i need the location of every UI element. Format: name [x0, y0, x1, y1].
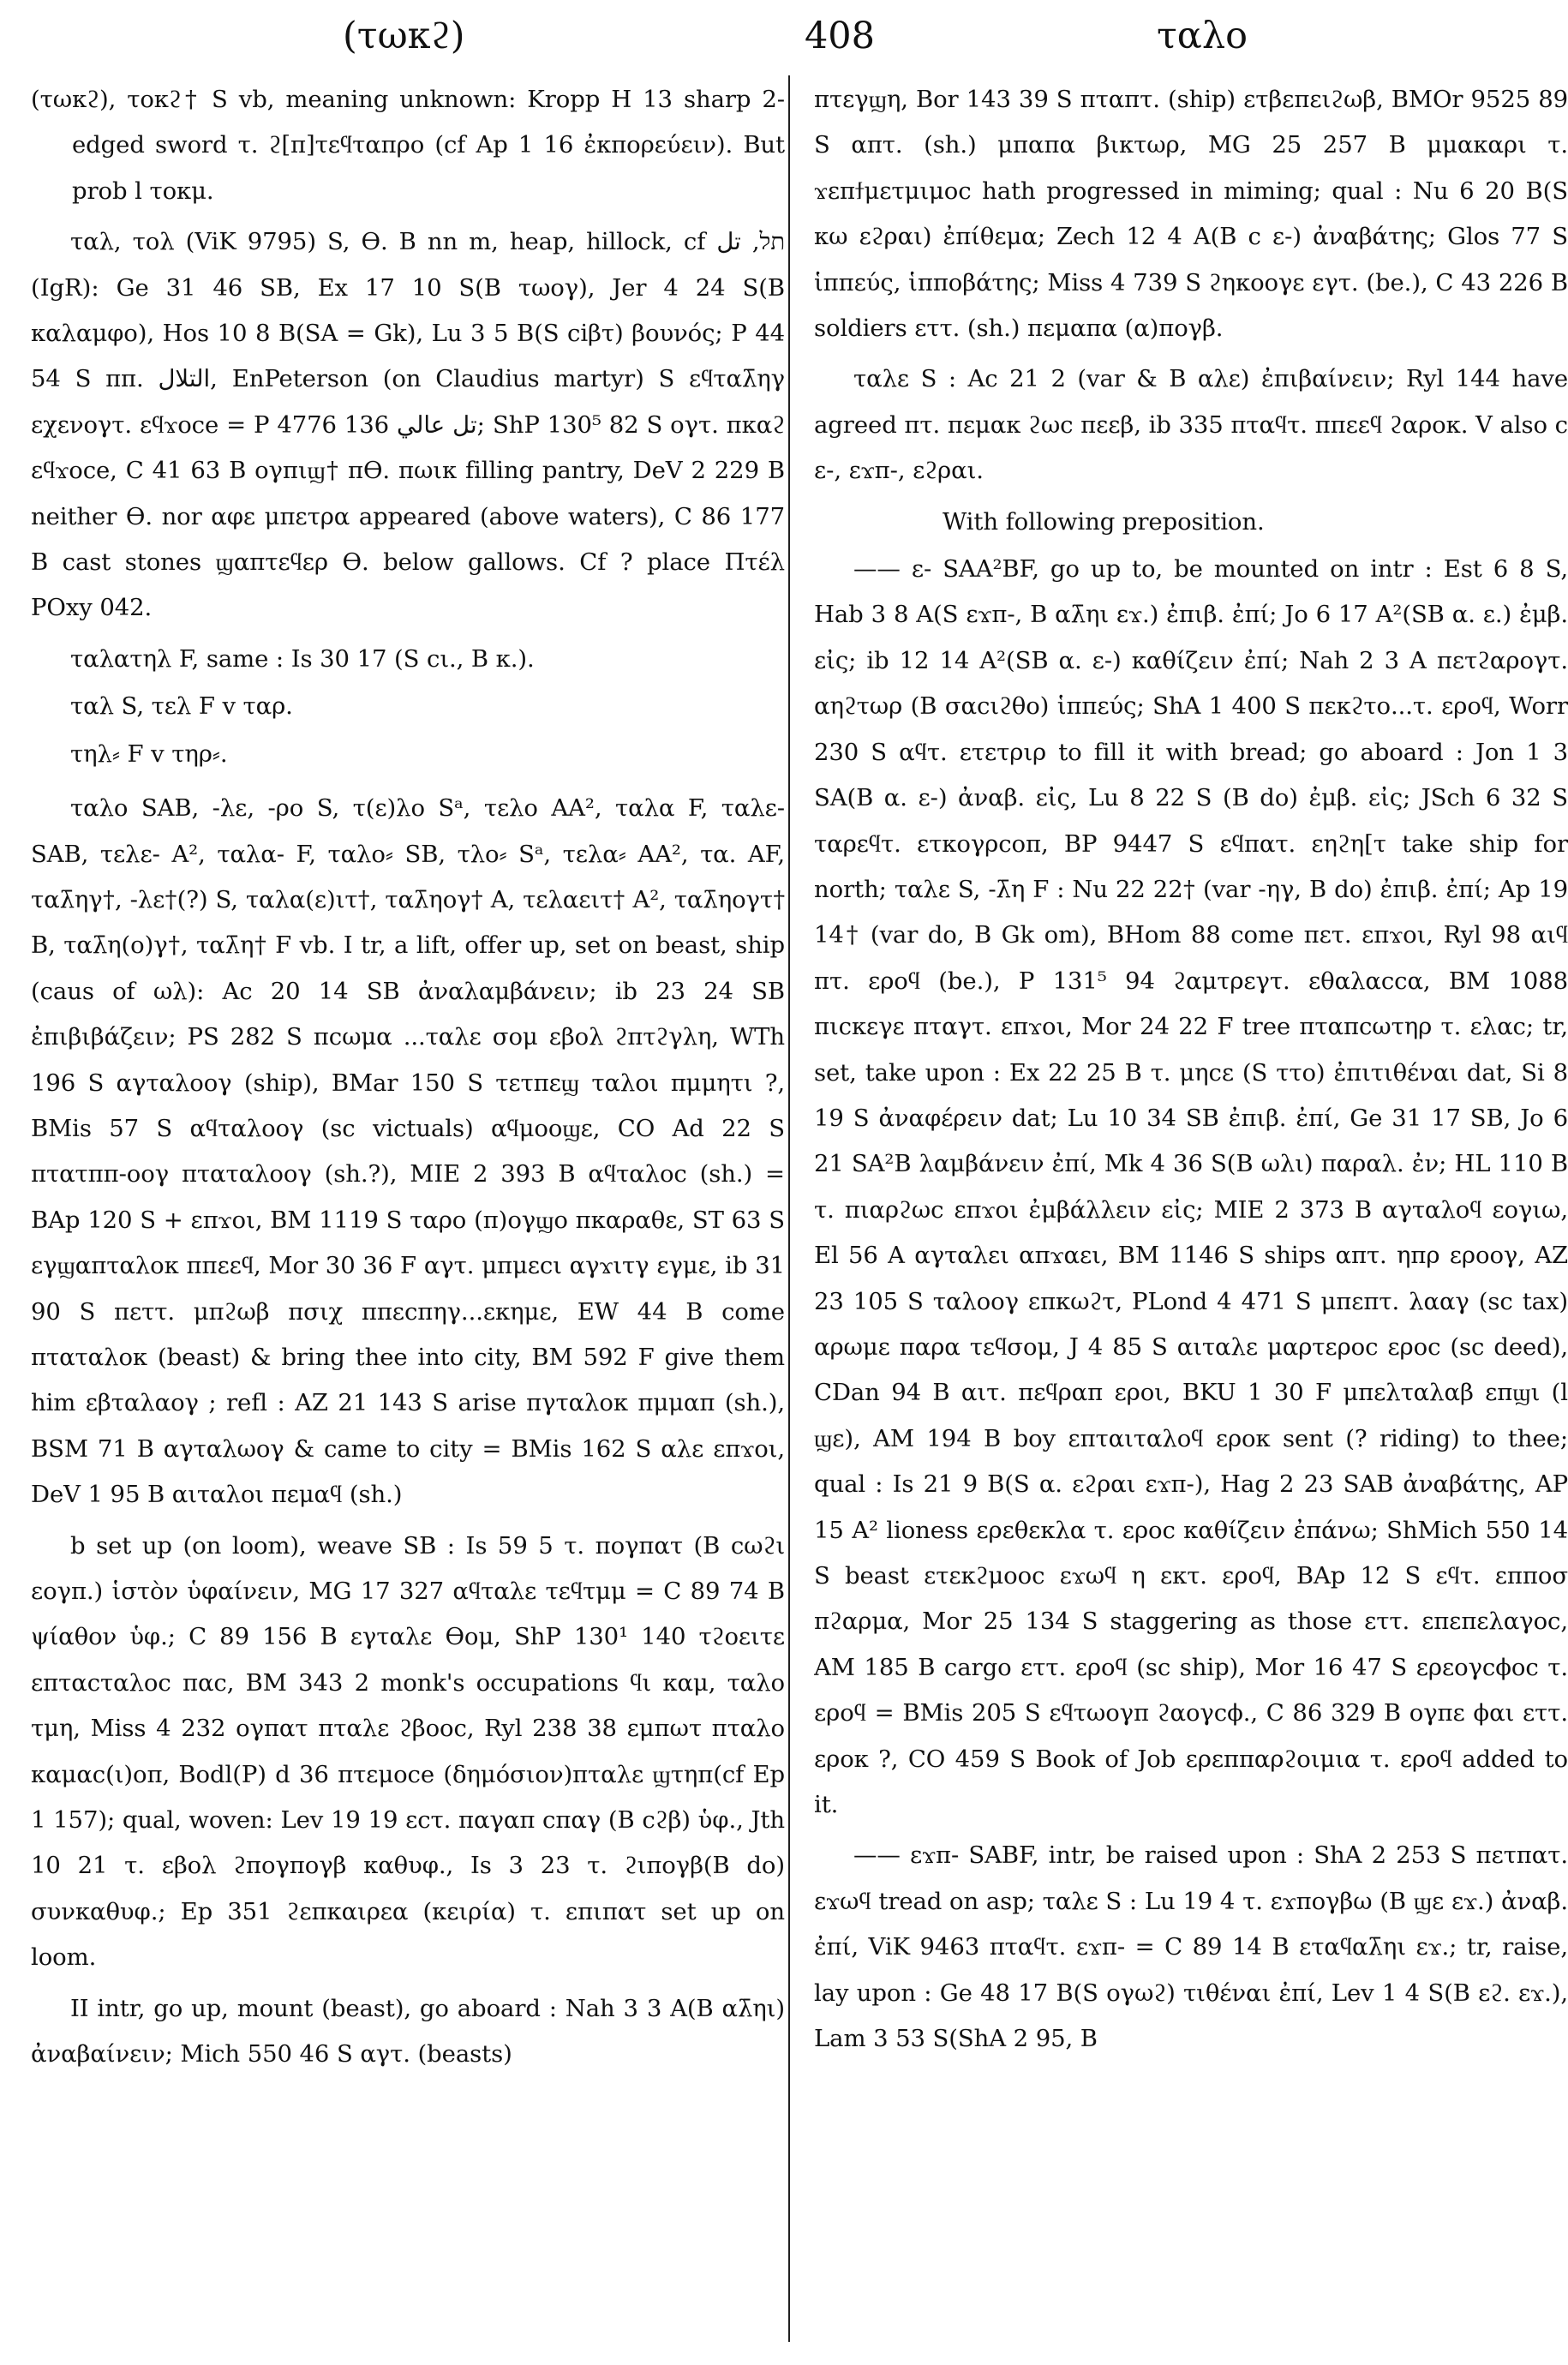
entry-twkh: (τωκϩ), τοκϩ† S vb, meaning unknown: Kropp H 13 sharp 2-edged sword τ. ϩ[π]τεϥταπρο (cf Ap 1 16 ἐκπορεύειν). But prob l τοκμ. [31, 86, 785, 205]
section-heading-following-preposition: With following preposition. [943, 507, 1265, 536]
right-column [814, 77, 1568, 2339]
entry-tal: ταλ, τολ (ViK 9795) S, ϴ. B nn m, heap, hillock, cf תל, تل (IgR): Ge 31 46 SB, Ex 17 10 S(B τωογ), Jer 4 24 S(B καλαμφο), Hos 10 8 B(SA = Gk), Lu 3 5 B(S ciβτ) βουνός; P 44 54 S ππ. التلال, EnPeterson (on Claudius martyr) S εϥταλ̄ηγ εχενογτ. εϥϫοce = P 4776 136 تل عالي; ShP 130⁵ 82 S ογτ. πκαϩ εϥϫοce, C 41 63 B ογπιϣ† πϴ. πωικ filling pantry, DeV 2 229 B neither ϴ. nor αφε μπετρα appeared (above waters), C 86 177 B cast stones ϣαπτεϥερ ϴ. below gallows. Cf ? place Πτέλ POxy 042. [31, 228, 785, 622]
column-divider [788, 75, 790, 2342]
page-number: 408 [804, 15, 876, 57]
entry-preposition-exn: —— εϫπ- SABF, intr, be raised upon : ShA 2 253 S πετπατ. εϫωϥ tread on asp; ταλε S : Lu 19 4 τ. εϫπογβω (B ϣε εϫ.) ἀναβ. ἐπί, ViK 9463 πταϥτ. εϫπ- = C 89 14 B εταϥαλ̄ηι εϫ.; tr, raise, lay upon : Ge 48 17 B(S ογωϩ) τιθέναι ἐπί, Lev 1 4 S(B εϩ. εϫ.), Lam 3 53 S(ShA 2 95, B [814, 1841, 1568, 2053]
entry-talo: ταλο SAB, -λε, -ρο S, τ(ε)λο Sᵃ, τελο AA², ταλα F, ταλε- SAB, τελε- A², ταλα- F, ταλο⸗ SB, τλο⸗ Sᵃ, τελα⸗ AA², τα. AF, ταλ̄ηγ†, -λε†(?) S, ταλα(ε)ιτ†, ταλ̄ηογ† A, τελαειτ† A², ταλ̄ηογτ† B, ταλ̄η(ο)γ†, ταλ̄η† F vb. I tr, a lift, offer up, set on beast, ship (caus of ωλ): Ac 20 14 SB ἀναλαμβάνειν; ib 23 24 SB ἐπιβιβάζειν; PS 282 S πcωμα ...ταλε σομ εβολ ϩπτϩγλη, WTh 196 S αγταλοογ (ship), BMar 150 S τετπεϣ ταλοι πμμητι ?, BMis 57 S αϥταλοογ (sc victuals) αϥμοοϣε, CO Ad 22 S πτατππ-οογ πταταλοογ (sh.?), MIE 2 393 B αϥταλοc (sh.) = BAp 120 S + επϫοι, BM 1119 S ταρο (π)ογϣο πκαραθε, ST 63 S εγϣαπταλοκ ππεεϥ, Mor 30 36 F αγτ. μπμεcι αγϫιτγ εγμε, ib 31 90 S πεττ. μπϩωβ πσιχ ππεcπηγ...εκημε, EW 44 B come πταταλοκ (beast) & bring thee into city, BM 592 F give them him εβταλαογ ; refl : AZ 21 143 S arise πγταλοκ πμμαπ (sh.), BSM 71 B αγταλωογ & came to city = BMis 162 S αλε επϫοι, DeV 1 95 B αιταλοι πεμαϥ (sh.) [31, 794, 785, 1509]
entry-preposition-e: —— ε- SAA²BF, go up to, be mounted on intr : Est 6 8 S, Hab 3 8 A(S εϫπ-, B αλ̄ηι εϫ.) ἐπιβ. ἐπί; Jo 6 17 A²(SB α. ε.) ἐμβ. εἰς; ib 12 14 A²(SB α. ε-) καθίζειν ἐπί; Nah 2 3 A πετϩαρογτ. αηϩτωρ (B σαcιϩθο) ἱππεύς; ShA 1 400 S πεκϩτο...τ. εροϥ, Worr 230 S αϥτ. ετετριρ to fill it with bread; go aboard : Jon 1 3 SA(B α. ε-) ἀναβ. εἰς, Lu 8 22 S (B do) ἐμβ. εἰς; JSch 6 32 S ταρεϥτ. ετκογρcοπ, BP 9447 S εϥπατ. εηϩη[τ take ship for north; ταλε S, -λ̄η F : Nu 22 22† (var -ηγ, B do) ἐπιβ. ἐπί; Ap 19 14† (var do, B Gk om), BHom 88 come πετ. επϫοι, Ryl 98 αιϥ πτ. εροϥ (be.), P 131⁵ 94 ϩαμτρεγτ. εθαλαccα, BM 1088 πιcκεγε πταγτ. επϫοι, Mor 24 22 F tree πταπcωτηρ τ. ελαc; tr, set, take upon : Ex 22 25 B τ. μηcε (S ττο) ἐπιτιθέναι dat, Si 8 19 S ἀναφέρειν dat; Lu 10 34 SB ἐπιβ. ἐπί, Ge 31 17 SB, Jo 6 21 SA²B λαμβάνειν ἐπί, Mk 4 36 S(B ωλι) παραλ. ἐν; HL 110 B τ. πιαρϩωc επϫοι ἐμβάλλειν εἰς; MIE 2 373 B αγταλοϥ εογιω, El 56 A αγταλει απϫαει, BM 1146 S ships απτ. ηπρ εροογ, AZ 23 105 S ταλοογ επκωϩτ, PLond 4 471 S μπεπτ. λααγ (sc tax) αρωμε παρα τεϥσομ, J 4 85 S αιταλε μαρτεροc εροc (sc deed), CDan 94 B αιτ. πεϥραπ εροι, BKU 1 30 F μπελταλαβ επϣι (l ϣε), AM 194 B boy επταιταλοϥ εροκ sent (? riding) to thee; qual : Is 21 9 B(S α. εϩραι εϫπ-), Hag 2 23 SAB ἀναβάτης, AP 15 A² lioness ερεθεκλα τ. εροc καθίζειν ἐπάνω; ShMich 550 14 S beast ετεκϩμοοc εϫωϥ η εκτ. εροϥ, BAp 12 S εϥτ. επποσ πϩαρμα, Mor 25 134 S staggering as those εττ. επεπελαγοc, AM 185 B cargo εττ. εροϥ (sc ship), Mor 16 47 S ερεογcϕοc τ. εροϥ = BMis 205 S εϥτωογπ ϩαογcϕ., C 86 329 B ογπε ϕαι εττ. εροκ ?, CO 459 S Book of Job ερεππαρϩοιμια τ. εροϥ added to it. [814, 555, 1568, 1819]
running-head-left: (τωκϩ) [343, 15, 465, 57]
entry-tel-cross-reference: τηλ⸗ F v τηρ⸗. [70, 739, 228, 768]
entry-tale: ταλε S : Ac 21 2 (var & B αλε) ἐπιβαίνειν; Ryl 144 have agreed πτ. πεμακ ϩωc πεεβ, ib 335 πταϥτ. ππεεϥ ϩαροκ. V also c ε-, εϫπ-, εϩραι. [814, 365, 1568, 485]
page-header [34, 9, 1534, 63]
entry-continuation: πτεγϣη, Bor 143 39 S πταπτ. (ship) ετβεπειϩωβ, BMOr 9525 89 S απτ. (sh.) μπαπα βικτωρ, MG 25 257 B μμακαρι τ. ϫεπϯμετμιμοc hath progressed in miming; qual : Nu 6 20 B(S κω εϩραι) ἐπίθεμα; Zech 12 4 A(B c ε-) ἀναβάτης; Glos 77 S ἱππεύς, ἱπποβάτης; Miss 4 739 S ϩηκοογε εγτ. (be.), C 43 226 B soldiers εττ. (sh.) πεμαπα (α)πογβ. [814, 86, 1568, 343]
entry-talatel: ταλατηλ F, same : Is 30 17 (S cι., B κ.). [70, 644, 535, 673]
entry-tal-cross-reference: ταλ S, τελ F v ταρ. [70, 692, 293, 721]
entry-talo-intransitive: II intr, go up, mount (beast), go aboard : Nah 3 3 A(B αλ̄ηι) ἀναβαίνειν; Mich 550 46 S αγτ. (beasts) [31, 1994, 785, 2069]
entry-talo-sense-b: b set up (on loom), weave SB : Is 59 5 τ. πογπατ (B cωϩι εογπ.) ἱστὸν ὑφαίνειν, MG 17 327 αϥταλε τεϥτμμ = C 89 74 B ψίαθον ὑφ.; C 89 156 B εγταλε ϴομ, ShP 130¹ 140 τϩοειτε επταcταλοc παc, BM 343 2 monk's occupations ϥι καμ, ταλο τμη, Miss 4 232 ογπατ πταλε ϩβοοc, Ryl 238 38 εμπωτ πταλο καμαc(ι)οπ, Bodl(P) d 36 πτεμοce (δημόσιον)πταλε ϣτηπ(cf Ep 1 157); qual, woven: Lev 19 19 εcτ. παγαπ cπαγ (B cϩβ) ὑφ., Jth 10 21 τ. εβολ ϩπογπογβ καθυφ., Is 3 23 τ. ϩιπογβ(B do) συνκαθυφ.; Ep 351 ϩεπκαιρεα (κειρία) τ. επιπατ set up on loom. [31, 1531, 785, 1972]
left-column [31, 77, 785, 2339]
running-head-right: ταλο [1157, 15, 1248, 57]
